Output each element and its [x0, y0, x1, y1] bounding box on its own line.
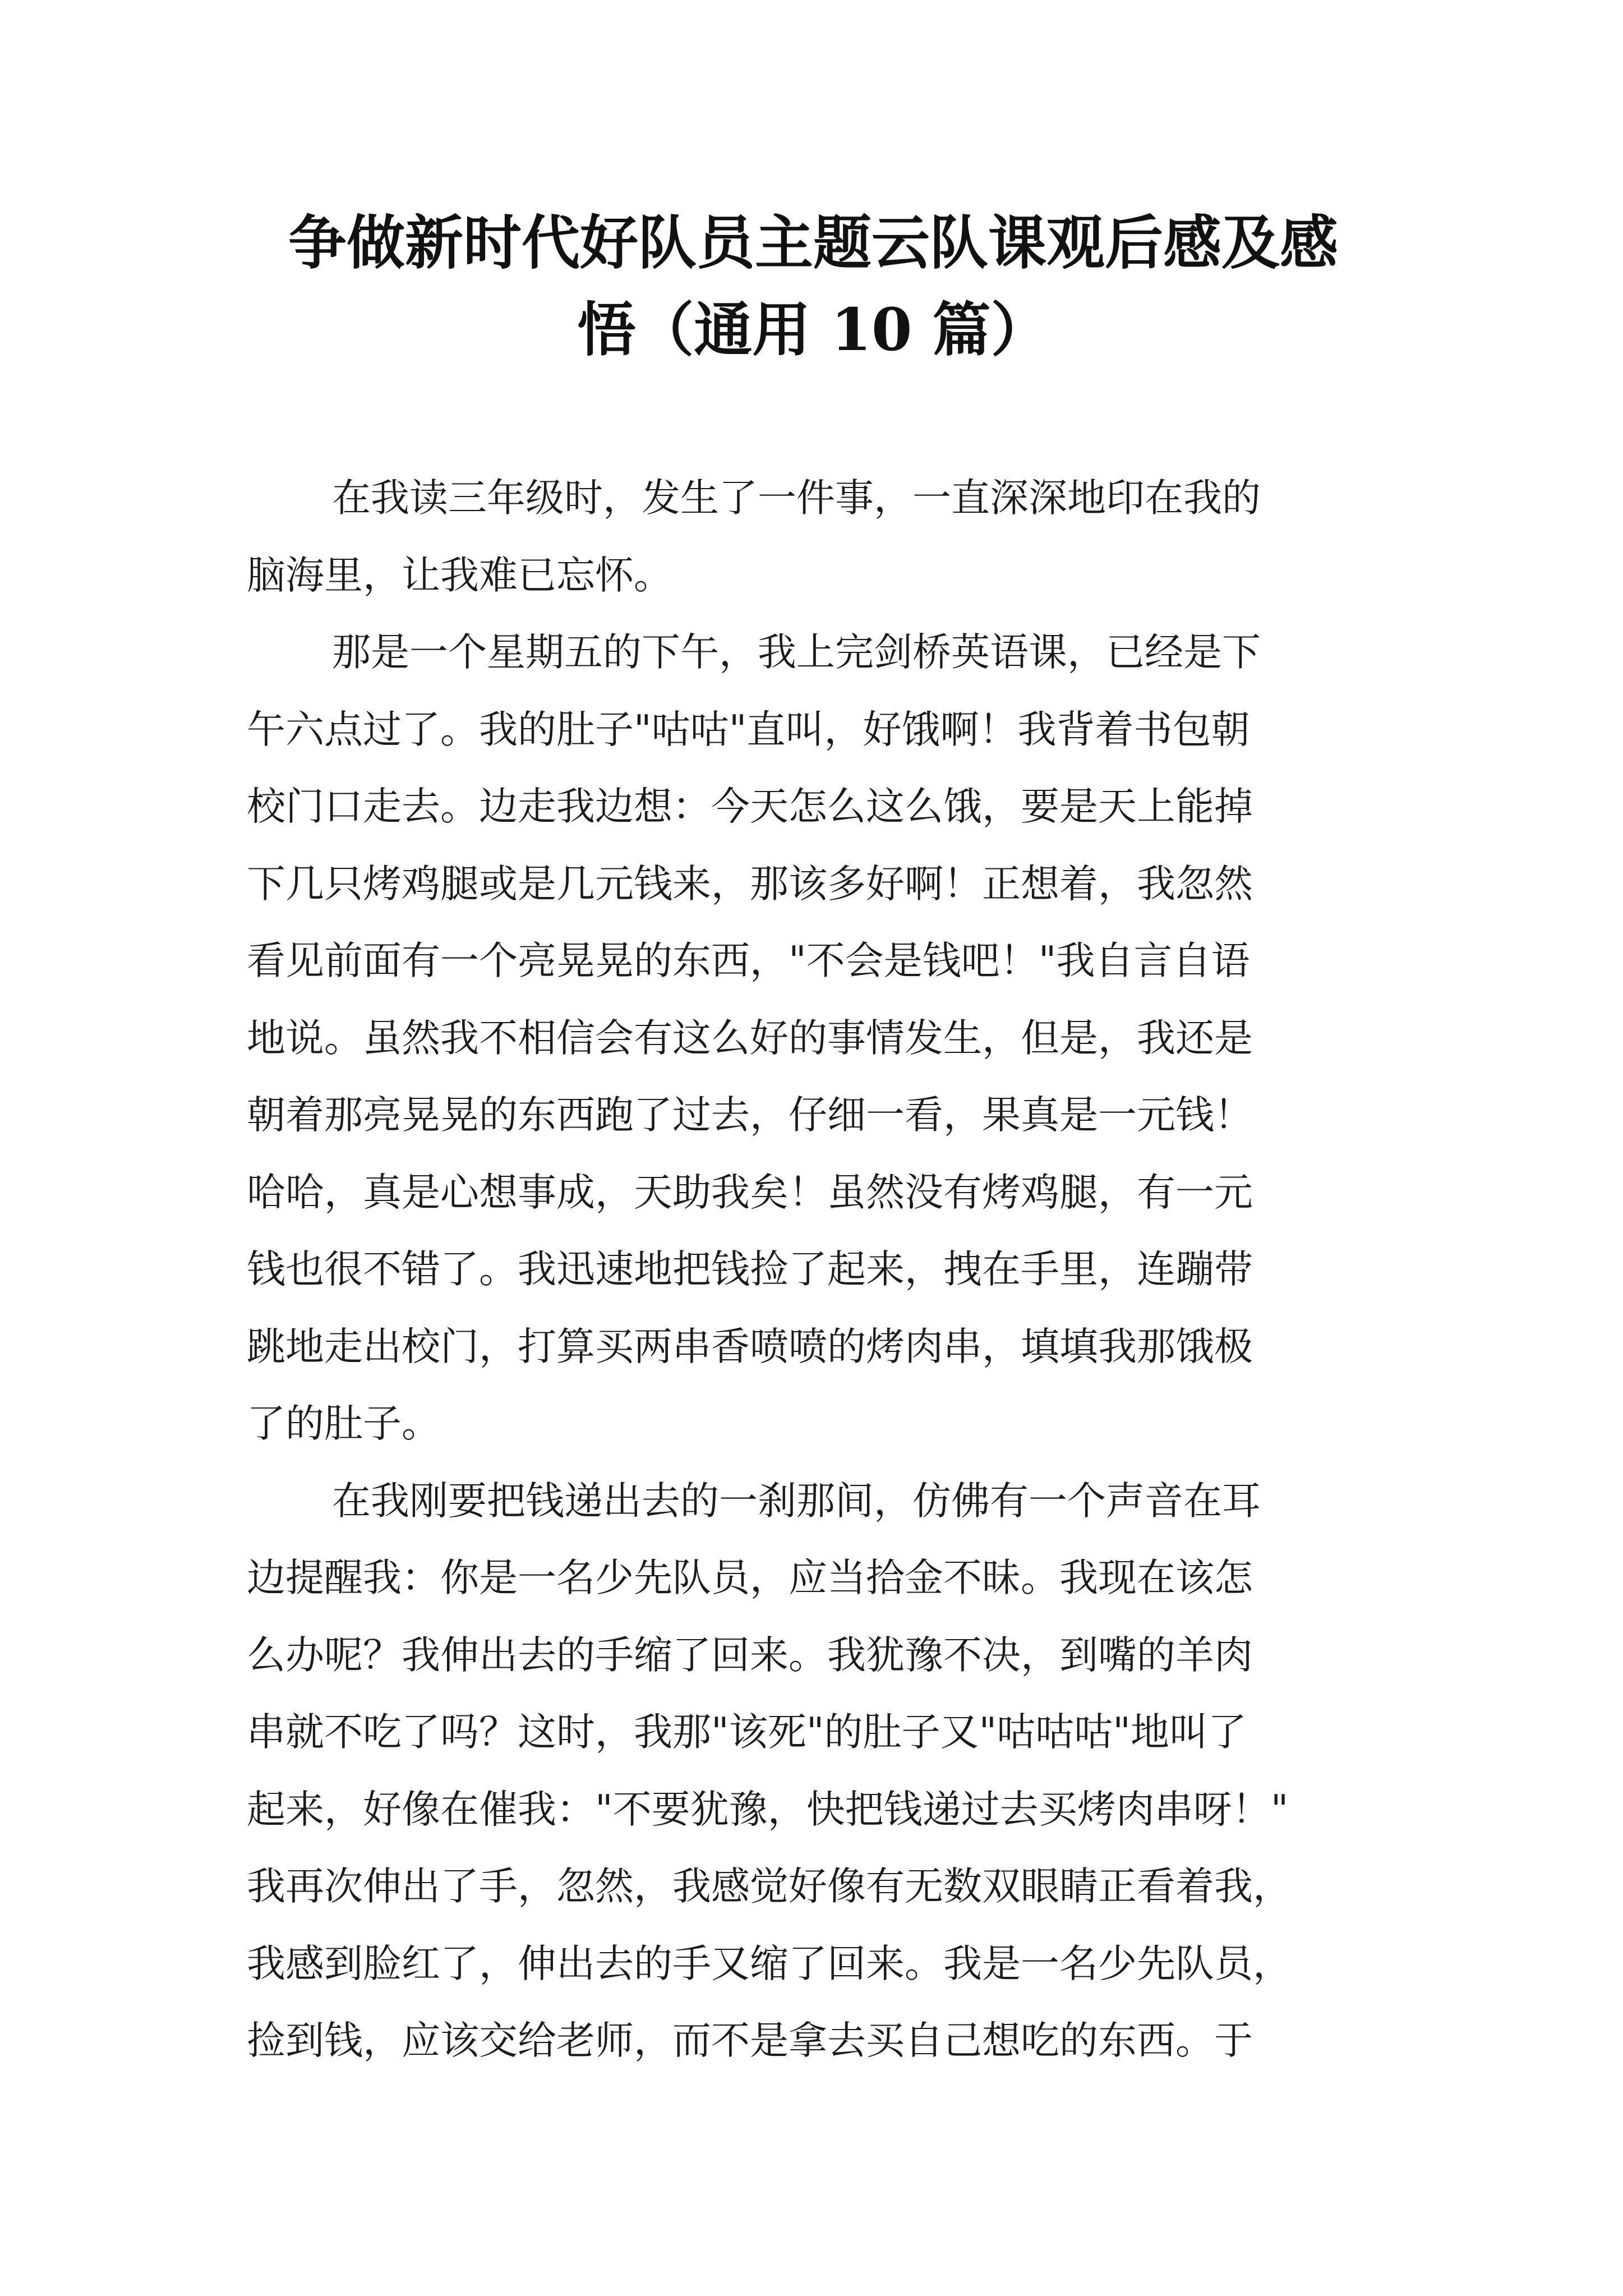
- paragraph-2-line-8: 哈哈，真是心想事成，天助我矣！虽然没有烤鸡腿，有一元: [247, 1170, 1253, 1215]
- paragraph-3-line-7: 我感到脸红了，伸出去的手又缩了回来。我是一名少先队员，: [247, 1941, 1292, 1986]
- paragraph-1-line-1: 在我读三年级时，发生了一件事，一直深深地印在我的: [332, 476, 1261, 521]
- paragraph-3-line-2: 边提醒我：你是一名少先队员，应当拾金不昧。我现在该怎: [247, 1556, 1253, 1600]
- title-line-1: 争做新时代好队员主题云队课观后感及感: [288, 208, 1338, 277]
- paragraph-3-line-8: 捡到钱，应该交给老师，而不是拿去买自己想吃的东西。于: [247, 2018, 1253, 2063]
- document-body: [247, 460, 1380, 2080]
- paragraph-3-line-4: 串就不吃了吗？这时，我那"该死"的肚子又"咕咕咕"地叫了: [247, 1710, 1247, 1755]
- paragraph-2-line-5: 看见前面有一个亮晃晃的东西，"不会是钱吧！"我自言自语: [247, 938, 1250, 983]
- paragraph-2-line-1: 那是一个星期五的下午，我上完剑桥英语课，已经是下: [332, 630, 1261, 675]
- paragraph-2-line-3: 校门口走去。边走我边想：今天怎么这么饿，要是天上能掉: [247, 784, 1253, 829]
- paragraph-3-line-5: 起来，好像在催我："不要犹豫，快把钱递过去买烤肉串呀！": [247, 1787, 1289, 1832]
- paragraph-2-line-2: 午六点过了。我的肚子"咕咕"直叫，好饿啊！我背着书包朝: [247, 707, 1250, 752]
- paragraph-2-line-9: 钱也很不错了。我迅速地把钱捡了起来，拽在手里，连蹦带: [247, 1247, 1253, 1292]
- paragraph-3-line-6: 我再次伸出了手，忽然，我感觉好像有无数双眼睛正看着我，: [247, 1864, 1292, 1909]
- title-line-2: 悟（通用 10 篇）: [577, 295, 1049, 364]
- document-title: [236, 199, 1391, 373]
- paragraph-3-line-1: 在我刚要把钱递出去的一刹那间，仿佛有一个声音在耳: [332, 1478, 1261, 1524]
- paragraph-3-line-3: 么办呢？我伸出去的手缩了回来。我犹豫不决，到嘴的羊肉: [247, 1632, 1253, 1678]
- paragraph-2-line-10: 跳地走出校门，打算买两串香喷喷的烤肉串，填填我那饿极: [247, 1324, 1253, 1369]
- paragraph-2-line-11: 了的肚子。: [247, 1401, 440, 1446]
- paragraph-1-line-2: 脑海里，让我难已忘怀。: [247, 553, 672, 598]
- paragraph-2-line-6: 地说。虽然我不相信会有这么好的事情发生，但是，我还是: [247, 1015, 1253, 1061]
- paragraph-2-line-7: 朝着那亮晃晃的东西跑了过去，仔细一看，果真是一元钱！: [247, 1093, 1253, 1138]
- paragraph-2-line-4: 下几只烤鸡腿或是几元钱来，那该多好啊！正想着，我忽然: [247, 861, 1253, 907]
